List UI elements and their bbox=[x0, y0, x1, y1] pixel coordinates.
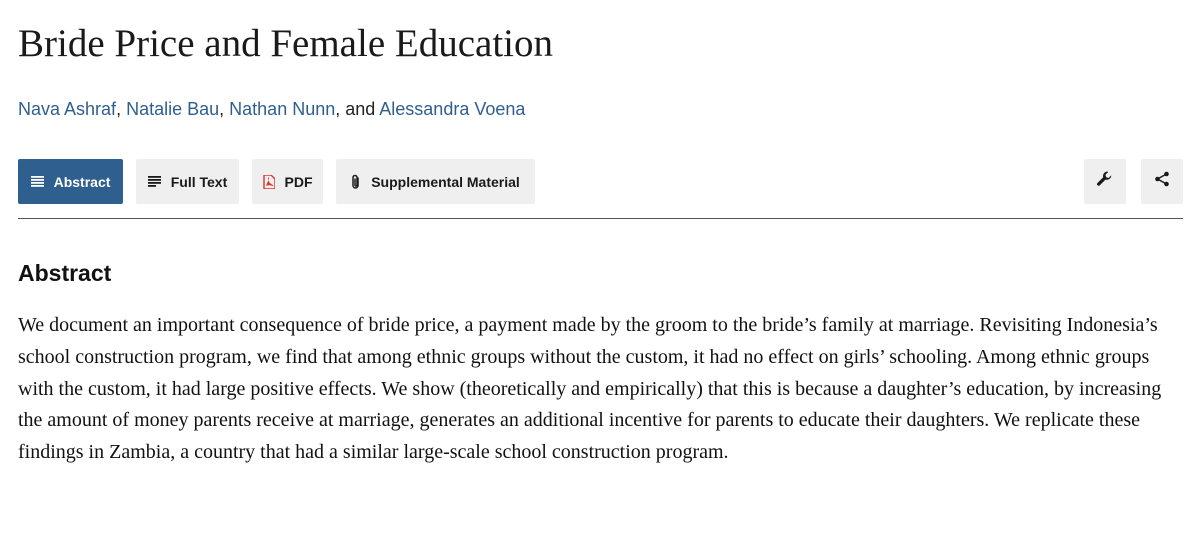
author-link[interactable]: Alessandra Voena bbox=[379, 99, 526, 119]
author-separator: , bbox=[116, 99, 127, 119]
author-link[interactable]: Natalie Bau bbox=[126, 99, 220, 119]
tab-supplemental-material[interactable] bbox=[336, 159, 535, 204]
tab-label: Full Text bbox=[170, 173, 228, 190]
abstract-heading: Abstract bbox=[18, 260, 112, 286]
tab-label: Abstract bbox=[53, 173, 111, 190]
tab-full-text[interactable] bbox=[136, 159, 239, 204]
tools-button[interactable] bbox=[1084, 159, 1126, 204]
pdf-icon bbox=[263, 175, 275, 189]
paperclip-icon bbox=[351, 174, 361, 190]
author-separator: , bbox=[219, 99, 230, 119]
tab-pdf[interactable] bbox=[252, 159, 323, 204]
author-link[interactable]: Nathan Nunn bbox=[229, 99, 336, 119]
wrench-icon bbox=[1096, 170, 1114, 193]
author-separator: , and bbox=[335, 99, 380, 119]
share-button[interactable] bbox=[1141, 159, 1183, 204]
tab-label: PDF bbox=[284, 173, 313, 190]
author-list bbox=[18, 96, 525, 122]
share-icon bbox=[1154, 171, 1170, 192]
abstract-text: We document an important consequence of bride price, a payment made by the groom to the bride’s family at marriage. Revisiting Indonesia’s school construction program, we find that among ethnic groups without the custom, it had no effect on girls’ schooling. Among ethnic groups with the custom, it had large positive effects. We show (theoretically and empirically) that this is because a daughter’s education, by increasing the amount of money parents receive at marriage, generates an additional incentive for parents to educate their daughters. We replicate these findings in Zambia, a country that had a similar large-scale school construction program. bbox=[18, 314, 1162, 464]
article-title: Bride Price and Female Education bbox=[18, 22, 553, 65]
author-link[interactable]: Nava Ashraf bbox=[18, 99, 117, 119]
tab-abstract[interactable] bbox=[18, 159, 123, 204]
toolbar-divider bbox=[18, 218, 1183, 219]
tab-label: Supplemental Material bbox=[371, 173, 520, 190]
lines-icon bbox=[31, 176, 44, 187]
article-toolbar bbox=[18, 159, 1183, 204]
text-lines-icon bbox=[148, 176, 161, 187]
